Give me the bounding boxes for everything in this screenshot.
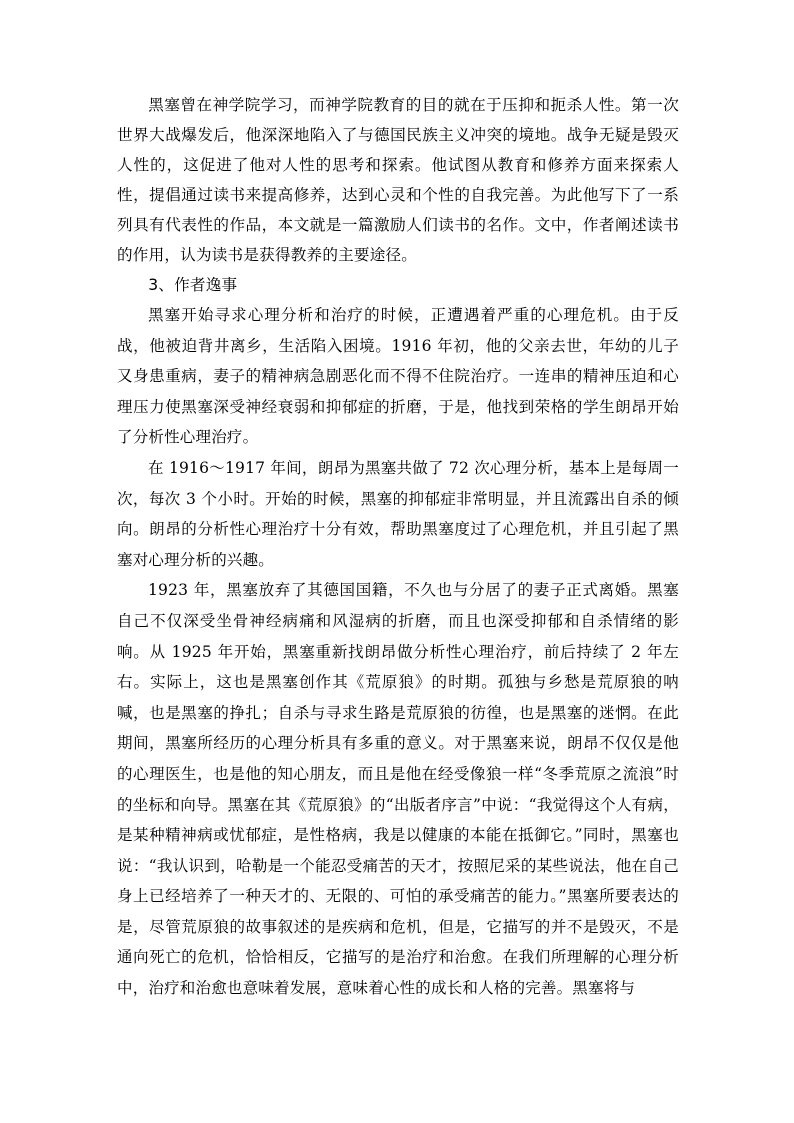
paragraph-anecdote-1: 黑塞开始寻求心理分析和治疗的时候，正遭遇着严重的心理危机。由于反战，他被迫背井离乡，生活陷入困境。1916 年初，他的父亲去世，年幼的儿子又身患重病，妻子的精神病急剧恶化而不得不住院治疗。一连串的精神压迫和心理压力使黑塞深受神经衰弱和抑郁症的折磨，于是，他找到荣格的学生朗昂开始了分析性心理治疗。 [117, 306, 679, 447]
paragraph-anecdote-2: 在 1916～1917 年间，朗昂为黑塞共做了 72 次心理分析，基本上是每周一次，每次 3 个小时。开始的时候，黑塞的抑郁症非常明显，并且流露出自杀的倾向。朗昂的分析性心理治疗十分有效，帮助黑塞度过了心理危机，并且引起了黑塞对心理分析的兴趣。 [117, 458, 679, 569]
paragraph-anecdote-3: 1923 年，黑塞放弃了其德国国籍，不久也与分居了的妻子正式离婚。黑塞自己不仅深受坐骨神经病痛和风湿病的折磨，而且也深受抑郁和自杀情绪的影响。从 1925 年开始，黑塞重新找朗昂做分析性心理治疗，前后持续了 2 年左右。实际上，这也是黑塞创作其《荒原狼》的时期。孤独与乡愁是荒原狼的呐喊，也是黑塞的挣扎；自杀与寻求生路是荒原狼的彷徨，也是黑塞的迷惘。在此期间，黑塞所经历的心理分析具有多重的意义。对于黑塞来说，朗昂不仅仅是他的心理医生，也是他的知心朋友，而且是他在经受像狼一样“冬季荒原之流浪”时的坐标和向导。黑塞在其《荒原狼》的“出版者序言”中说：“我觉得这个人有病，是某种精神病或忧郁症，是性格病，我是以健康的本能在抵御它。”同时，黑塞也说：“我认识到，哈勒是一个能忍受痛苦的天才，按照尼采的某些说法，他在自己身上已经培养了一种天才的、无限的、可怕的承受痛苦的能力。”黑塞所要表达的是，尽管荒原狼的故事叙述的是疾病和危机，但是，它描写的并不是毁灭，不是通向死亡的危机，恰恰相反，它描写的是治疗和治愈。在我们所理解的心理分析中，治疗和治愈也意味着发展，意味着心性的成长和人格的完善。黑塞将与 [117, 581, 679, 998]
paragraph-background: 黑塞曾在神学院学习，而神学院教育的目的就在于压抑和扼杀人性。第一次世界大战爆发后，他深深地陷入了与德国民族主义冲突的境地。战争无疑是毁灭人性的，这促进了他对人性的思考和探索。他试图从教育和修养方面来探索人性，提倡通过读书来提高修养，达到心灵和个性的自我完善。为此他写下了一系列具有代表性的作品，本文就是一篇激励人们读书的名作。文中，作者阐述读书的作用，认为读书是获得教养的主要途径。 [117, 96, 679, 264]
document-body [117, 90, 679, 1004]
section-heading: 3、作者逸事 [148, 276, 238, 294]
